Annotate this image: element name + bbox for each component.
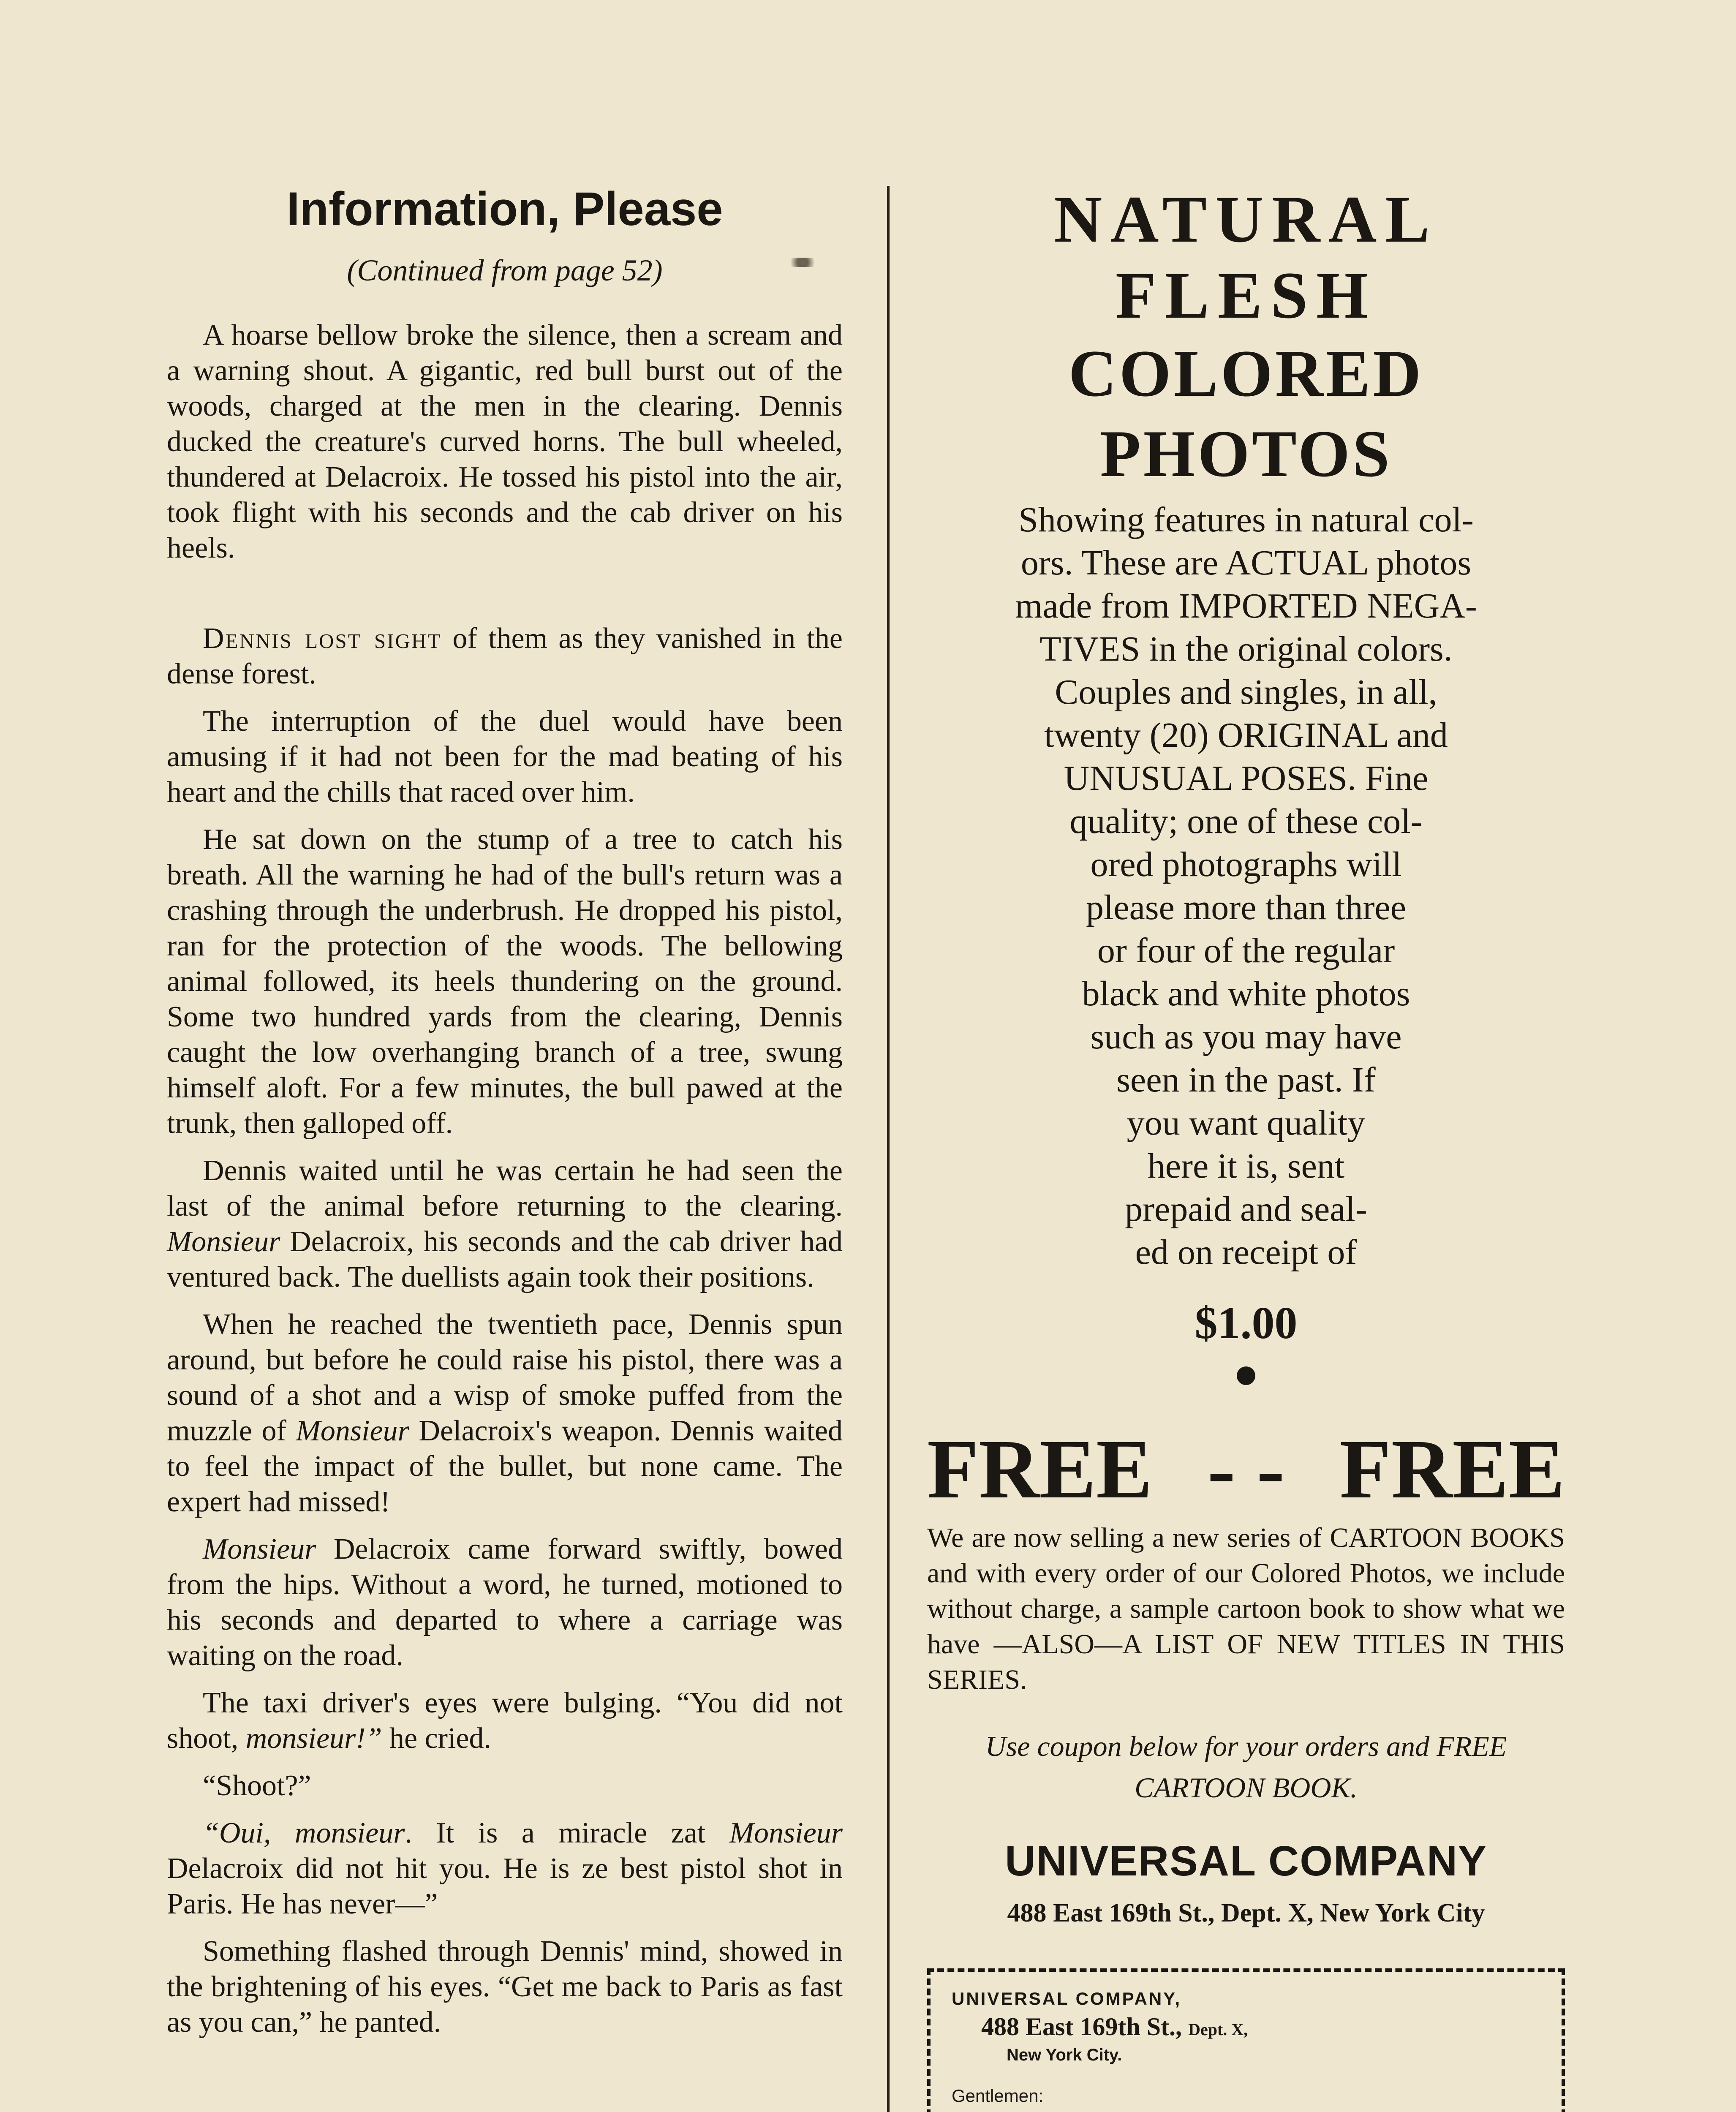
ad-copy-line: made from IMPORTED NEGA- — [1015, 586, 1477, 626]
ad-copy-line: prepaid and seal- — [1125, 1189, 1367, 1229]
coupon-greeting: Gentlemen: — [952, 2086, 1044, 2106]
ad-copy-line: or four of the regular — [1097, 931, 1395, 970]
ad-headline-1: NATURAL FLESH — [1054, 182, 1438, 332]
story-paragraph-8: The taxi driver's eyes were bulging. “You did not shoot, monsieur!” he cried. — [167, 1687, 843, 1755]
ad-copy-line: ed on receipt of — [1135, 1233, 1357, 1272]
story-paragraph-2: Dennis lost sight of them as they vanished in the dense forest. — [167, 622, 843, 690]
ad-copy-line: you want quality — [1126, 1103, 1366, 1143]
story-paragraph-4: He sat down on the stump of a tree to catch his breath. All the warning he had of the bull's return was a crashing through the underbrush. He dropped his pistol, ran for the protection of the woods. The bellowing animal followed, its heels thundering on the ground. Some two hundred yards from the clearing, Dennis caught the low overhanging branch of a tree, swung himself aloft. For a few minutes, the bull pawed at the trunk, then galloped off. — [167, 823, 843, 1140]
ad-headline-2: COLORED PHOTOS — [1068, 337, 1424, 491]
paragraph-lead-in: Dennis lost sight — [203, 622, 442, 655]
ad-copy-line: quality; one of these col- — [1069, 802, 1423, 841]
story-paragraph-10: “Oui, monsieur. It is a miracle zat Monsieur Delacroix did not hit you. He is ze best pistol shot in Paris. He has never—” — [167, 1817, 843, 1920]
advertisement — [927, 182, 1565, 2112]
story-paragraph-6: When he reached the twentieth pace, Dennis spun around, but before he could raise his pistol, there was a sound of a shot and a wisp of smoke puffed from the muzzle of Monsieur Delacroix's weapon. Dennis waited to feel the impact of the bullet, but none came. The expert had missed! — [167, 1308, 843, 1518]
coupon-city: New York City. — [1007, 2046, 1122, 2064]
free-dashes: - - — [1207, 1423, 1285, 1516]
story-paragraph-11: Something flashed through Dennis' mind, showed in the brightening of his eyes. “Get me back to Paris as fast as you can,” he panted. — [167, 1935, 843, 2039]
story-paragraph-3: The interruption of the duel would have been amusing if it had not been for the mad beating of his heart and the chills that raced over him. — [167, 705, 843, 808]
ad-copy-line: ored photographs will — [1090, 845, 1402, 884]
story-paragraph-9: “Shoot?” — [203, 1769, 311, 1802]
free-word-left: FREE — [927, 1423, 1153, 1516]
ad-copy-line: please more than three — [1086, 888, 1406, 927]
coupon-instruction: Use coupon below for your orders and FREE CARTOON BOOK. — [985, 1730, 1507, 1804]
ad-copy-line: TIVES in the original colors. — [1039, 629, 1453, 669]
ad-copy-line: ors. These are ACTUAL photos — [1020, 543, 1472, 582]
order-coupon[interactable] — [927, 1968, 1565, 2112]
ad-copy-line: twenty (20) ORIGINAL and — [1044, 716, 1448, 755]
ad-copy — [927, 498, 1565, 1274]
story-paragraph-1: A hoarse bellow broke the silence, then a scream and a warning shout. A gigantic, red bull burst out of the woods, charged at the men in the clearing. Dennis ducked the creature's curved horns. The bull wheeled, thundered at Delacroix. He tossed his pistol into the air, took flight with his seconds and the cab driver on his heels. — [167, 319, 843, 564]
company-name: UNIVERSAL COMPANY — [1005, 1837, 1487, 1885]
story-paragraph-7: Monsieur Delacroix came forward swiftly, bowed from the hips. Without a word, he turned, motioned to his seconds and departed to where a carriage was waiting on the road. — [167, 1533, 843, 1672]
free-offer-text: We are now selling a new series of CARTOON BOOKS and with every order of our Colored Photos, we include without charge, a sample cartoon book to show what we have —ALSO—A LIST OF NEW TITLES IN THIS SERIES. — [927, 1522, 1565, 1695]
company-address: 488 East 169th St., Dept. X, New York City — [1007, 1899, 1485, 1927]
ad-price: $1.00 — [1195, 1298, 1298, 1348]
ad-copy-line: such as you may have — [1090, 1017, 1402, 1056]
bullet-dot-icon — [1237, 1366, 1255, 1385]
free-word-right: FREE — [1339, 1423, 1565, 1516]
coupon-street: 488 East 169th St., Dept. X, — [981, 2013, 1248, 2041]
ad-copy-line: seen in the past. If — [1116, 1060, 1376, 1100]
story-column — [167, 182, 843, 2052]
story-title: Information, Please — [286, 182, 723, 235]
continued-note: (Continued from page 52) — [347, 253, 663, 287]
ad-copy-line: Couples and singles, in all, — [1055, 672, 1437, 712]
ad-copy-line: UNUSUAL POSES. Fine — [1064, 759, 1429, 798]
column-divider — [887, 186, 890, 2112]
ad-copy-line: Showing features in natural col- — [1018, 500, 1474, 539]
ad-copy-line: here it is, sent — [1147, 1146, 1345, 1186]
ad-copy-line: black and white photos — [1082, 974, 1410, 1013]
free-banner — [927, 1423, 1565, 1516]
coupon-company: UNIVERSAL COMPANY, — [952, 1989, 1182, 2009]
story-paragraph-5: Dennis waited until he was certain he had seen the last of the animal before returning to the clearing. Monsieur Delacroix, his seconds and the cab driver had ventured back. The duellists again took their positions. — [167, 1154, 843, 1293]
